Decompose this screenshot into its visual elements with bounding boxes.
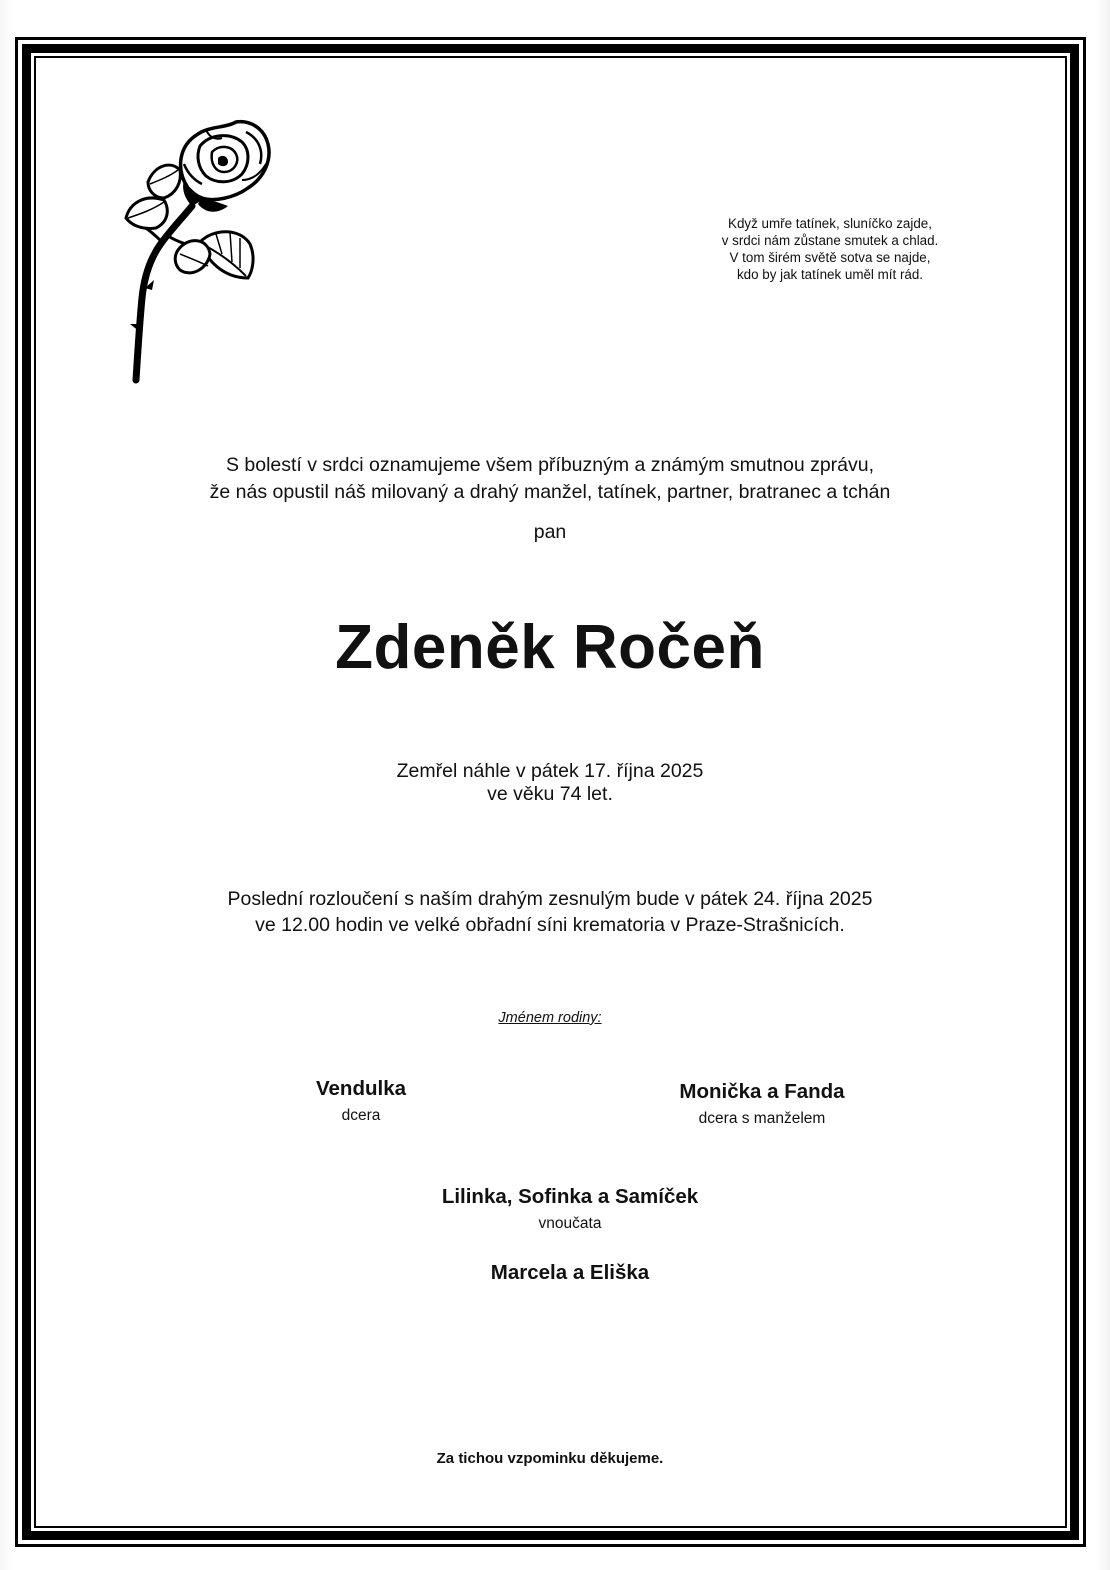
closing-thanks: Za tichou vzpominku děkujeme. [436,1450,664,1467]
memorial-verse [640,215,1020,283]
salutation: pan [533,521,567,543]
relative-role: dcera s manželem [698,1110,826,1127]
relative-name: Marcela a Eliška [490,1261,650,1284]
verse-line: Když umře tatínek, sluníčko zajde, [728,216,932,231]
relative-entry [211,1077,511,1125]
announcement-intro [60,452,1040,506]
rose-icon [118,118,278,386]
relative-name: Monička a Fanda [679,1080,845,1103]
funeral-place-line: ve 12.00 hodin ve velké obřadní síni krematoria v Praze-Strašnicích. [255,914,845,936]
relative-name: Lilinka, Sofinka a Samíček [441,1185,699,1208]
funeral-date-line: Poslední rozloučení s naším drahým zesnulým bude v pátek 24. října 2025 [227,888,873,910]
intro-line: S bolestí v srdci oznamujeme všem příbuzným a známým smutnou zprávu, [225,454,875,476]
relative-entry [612,1080,912,1128]
verse-line: v srdci nám zůstane smutek a chlad. [721,233,939,248]
funeral-info [60,886,1040,938]
relative-name: Vendulka [315,1077,406,1100]
verse-line: V tom širém světě sotva se najde, [729,250,931,265]
deceased-name: Zdeněk Ročeň [335,613,765,682]
age-line: ve věku 74 let. [487,783,613,805]
death-info [60,760,1040,806]
family-heading-text: Jménem rodiny: [498,1010,602,1026]
family-heading [60,1010,1040,1026]
relative-entry [370,1261,770,1285]
relative-role: dcera [341,1107,381,1124]
relative-entry [370,1185,770,1233]
intro-line: že nás opustil náš milovaný a drahý manžel, tatínek, partner, bratranec a tchán [209,481,891,503]
relative-role: vnoučata [538,1215,602,1232]
death-date-line: Zemřel náhle v pátek 17. října 2025 [396,760,704,782]
verse-line: kdo by jak tatínek uměl mít rád. [736,267,924,282]
